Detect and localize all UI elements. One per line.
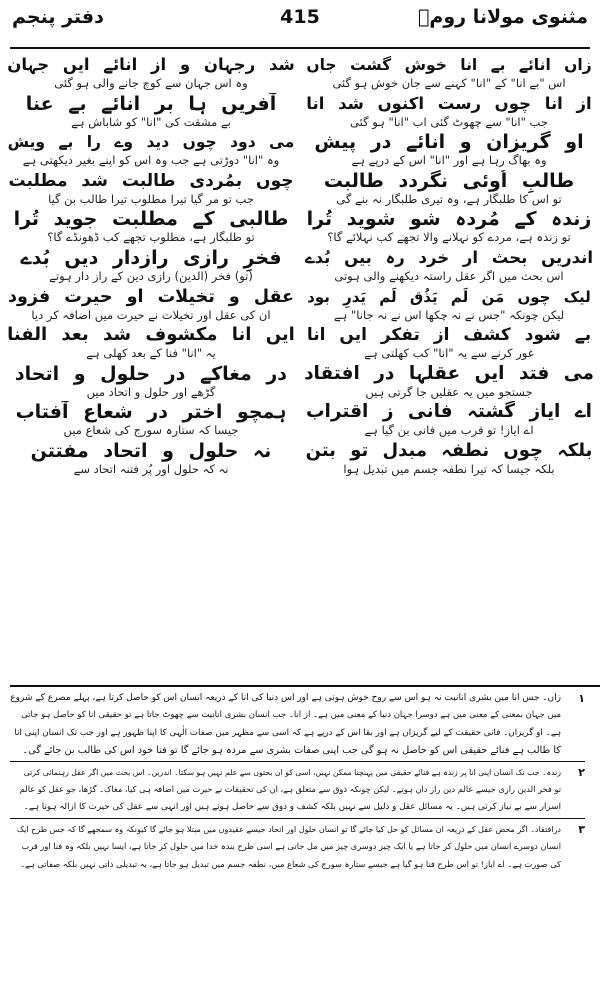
persian-verse: چوں بمُردی طالبت شد مطلبت: [8, 170, 294, 191]
urdu-translation: اس بحث میں اگر عقل راستہ دیکھنے والی ہوتی: [334, 268, 564, 283]
footnote-line: انسان دوسرے انسان میں حلول کر جاتا ہے یا ایک چیز دوسری چیز میں مل جاتی ہے اسی طرح بندہ خدا میں حلول کر جاتا ہے، ایسا نہیں بلکہ وہ فنا اور قرب: [21, 841, 561, 852]
footnote-3: [10, 821, 585, 873]
verse-block: [304, 131, 594, 170]
persian-verse: می فتد ایں عقلہا در افتقاد: [304, 362, 594, 384]
footnotes: [10, 690, 585, 873]
urdu-translation: ان کی عقل اور تخیلات نے حیرت میں اضافہ کر دیا: [31, 307, 271, 322]
footnote-line: ہے۔ او گریزاں۔ فانی حقیقت کے لیے گریزاں ہے اور بقا اس کے درپے ہے کہ اسی سے مظہر میں صفات الٰہی کا اپنا ظہور ہے اور جب تک انسان اپنی انا: [14, 727, 561, 738]
persian-verse: بے شود کشف از تفکر ایں انا: [306, 325, 592, 346]
urdu-translation: یہ "انا" فنا کے بعد کھلی ہے: [86, 346, 216, 361]
persian-verse: می دود چوں دید وے را بے ویش: [7, 133, 295, 152]
footnote-line: زندہ۔ جب تک انسان اپنی انا پر زندہ ہے فنائے حقیقی میں پہنچنا ممکن نہیں، اسی کو ان بحثوں سے علم نہیں ہو سکتا۔ اندریں۔ اس بحث میں اگر عقل رہنمائی کرتی: [23, 768, 561, 778]
persian-verse: ہمچو اختر در شعاع آفتاب: [15, 401, 287, 424]
verse-block: [304, 440, 594, 479]
urdu-translation: (تو) فخر (الدین) رازی دین کے راز دار ہوتے: [49, 268, 253, 283]
verse-block: [304, 324, 594, 363]
footnote-2: [10, 764, 585, 816]
footnote-divider: [10, 818, 585, 819]
urdu-translation: وہ بھاگ رہا ہے اور "انا" اس کے درپے ہے: [351, 153, 547, 168]
persian-verse: زاں انائے بے انا خوش گشت جاں: [306, 56, 592, 74]
page-number: 415: [280, 6, 320, 28]
verse-block: [6, 440, 296, 479]
footnote-line: زاں۔ جس انا میں بشری انانیت نہ ہو اس سے روح خوش ہوتی ہے اور اس دنیا کی انا کے ذریعہ انسان اس کو حاصل کرتا ہے، پہلے مصرع کے شروع: [10, 693, 561, 703]
persian-verse: عقل و تخیلات او حیرت فزود: [7, 286, 295, 307]
footnote-line: میں جہان بمعنی کے معنی میں ہے دوسرا جہان دنیا کے معنی میں ہے۔ از انا۔ جب انسان بشری انانیت سے چھوٹ جاتا ہے تو حقیقی انا کو حاصل ہو جاتی: [21, 710, 561, 721]
verse-block: [304, 401, 594, 440]
persian-verse: ایں انا مکشوف شد بعد الفنا: [7, 324, 295, 346]
persian-verse: نہ حلول و اتحاد مفتتن: [30, 439, 272, 462]
footnote-line: کی صورت ہے۔ اے ایاز! تو اس طرح فنا ہو گیا ہے جیسے ستارہ سورج کی شعاع میں، نطفہ جسم میں تبدیل ہو جاتا ہے، یہ تبدیلی ذاتی نہیں بلکہ صفاتی ہے۔: [20, 858, 561, 869]
verse-block: [6, 401, 296, 440]
footnote-number: ۲: [578, 766, 585, 780]
persian-verse: لیک چوں مَن لَم یَذُق لَم یَدرِ بود: [307, 287, 591, 306]
urdu-translation: لیکن چونکہ "جس نے نہ چکھا اس نے نہ جانا" ہے: [333, 307, 565, 322]
verse-block: [304, 170, 594, 209]
verse-block: [6, 247, 296, 286]
volume-label: دفتر پنجم: [12, 6, 104, 28]
persian-verse: طالبِ اُوئی نگردد طالبت: [323, 169, 575, 192]
footnote-line: تو فخر الدین رازی جیسے عالم دین راز دان ہوتے۔ لیکن چونکہ ذوق سے متعلق ہے، ان کی تحقیقات نے حیرت میں اضافہ ہی کیا، مغاک۔ گڑھا، جو عقل کو عالم: [19, 784, 561, 795]
urdu-translation: جب تو مر گیا تیرا مطلوب تیرا طالب بن گیا: [48, 191, 254, 206]
persian-verse: شد رجہان و از انائے ایں جہان: [7, 55, 295, 74]
persian-verse: در مغاکے در حلول و اتحاد: [14, 362, 288, 385]
verse-block: [6, 286, 296, 325]
urdu-translation: نہ کہ حلول اور پُر فتنہ اتحاد سے: [73, 461, 229, 476]
urdu-translation: گڑھے اور حلول و اتحاد میں: [86, 384, 216, 399]
persian-verse: فخرِ رازی رازدار دیں بُدے: [20, 246, 282, 269]
persian-verse: بلکہ چوں نطفہ مبدل تو بتن: [305, 439, 593, 461]
urdu-translation: تو طلبگار ہے، مطلوب تجھے کب ڈھونڈے گا؟: [47, 230, 255, 245]
urdu-translation: وہ "انا" دوڑتی ہے جب وہ اس کو اپنے بغیر دیکھتی ہے: [22, 153, 280, 168]
urdu-translation: جیسا کہ ستارہ سورج کی شعاع میں: [63, 423, 239, 438]
verse-block: [6, 93, 296, 132]
verse-block: [304, 54, 594, 93]
left-verse-column: [6, 54, 296, 479]
footnote-number: ۳: [578, 823, 585, 837]
header-rule: [10, 47, 590, 49]
verse-block: [6, 324, 296, 363]
footnote-1: [10, 690, 585, 759]
verse-block: [6, 170, 296, 209]
urdu-translation: غور کرنے سے یہ "انا" کب کھلتی ہے: [364, 346, 534, 361]
verse-block: [304, 208, 594, 247]
right-verse-column: [304, 54, 594, 479]
persian-verse: زندہ کے مُردہ شو شوید تُرا: [306, 208, 592, 231]
verse-block: [6, 131, 296, 170]
footnote-number: ۱: [578, 692, 585, 705]
footnote-divider: [10, 761, 585, 762]
verse-block: [304, 247, 594, 286]
urdu-translation: بلکہ جیسا کہ تیرا نطفہ جسم میں تبدیل ہوا: [343, 461, 555, 476]
book-title: مثنوی مولانا رومؒ: [418, 6, 588, 28]
persian-verse: اندریں بحث ار خرد رہ بیں بُدے: [304, 247, 594, 267]
footnote-line: کا طالب ہے فنائے حقیقی اس کو حاصل نہ ہو گی جب اپنی صفات بشری سے مردہ ہو جائے گا تو فنا خود اس کی طالب بن جائے گی۔: [22, 744, 561, 756]
footnote-line: درافتقاد۔ اگر محض عقل کے ذریعہ ان مسائل کو حل کیا جائے گا تو انسان حلول اور اتحاد جیسے عقیدوں میں مبتلا ہو جائے گا کیونکہ وہ سمجھے گا کہ جس طرح ایک: [17, 825, 561, 835]
page-header: [0, 0, 600, 52]
urdu-translation: اے ایاز! تو قرب میں فانی بن گیا ہے: [364, 423, 534, 438]
footnote-rule: [10, 685, 600, 687]
verse-block: [6, 363, 296, 402]
urdu-translation: تو اس کا طلبگار ہے، وہ تیری طلبگار نہ بنے گی: [336, 191, 562, 206]
persian-verse: از انا چوں رست اکنوں شد انا: [306, 93, 592, 113]
verse-block: [304, 363, 594, 402]
urdu-translation: تو زندہ ہے، مردے کو نہلانے والا تجھے کب نہلائے گا؟: [327, 230, 571, 245]
persian-verse: اے ایاز گشتہ فانی ز اقتراب: [305, 401, 593, 423]
urdu-translation: بے مشقت کی "انا" کو شاباش ہے: [71, 114, 231, 129]
urdu-translation: اس "بے انا" کے "انا" کہنے سے جان خوش ہو گئی: [332, 76, 566, 90]
verse-block: [304, 286, 594, 325]
persian-verse: آفریں ہا بر انائے بے عنا: [25, 92, 277, 115]
persian-verse: او گریزان و انائے در پیش: [314, 131, 584, 154]
verse-block: [6, 208, 296, 247]
verse-block: [6, 54, 296, 93]
verse-block: [304, 93, 594, 132]
urdu-translation: جستجو میں یہ عقلیں جا گرتی ہیں: [365, 384, 533, 399]
persian-verse: طالبی کے مطلبت جوید تُرا: [13, 208, 289, 231]
footnote-line: اسرار سے بے نیاز کرتی ہیں۔ یہ مسائل عقل و دلیل سے نہیں بلکہ کشف و ذوق سے حاصل ہوتے ہیں اور انہی سے عقل کی حیرت کا ازالہ ہوتا ہے۔: [23, 801, 561, 812]
urdu-translation: وہ اس جہان سے کوچ جانے والی ہو گئی: [54, 76, 248, 90]
urdu-translation: جب "انا" سے چھوٹ گئی اب "انا" ہو گئی: [350, 114, 548, 129]
